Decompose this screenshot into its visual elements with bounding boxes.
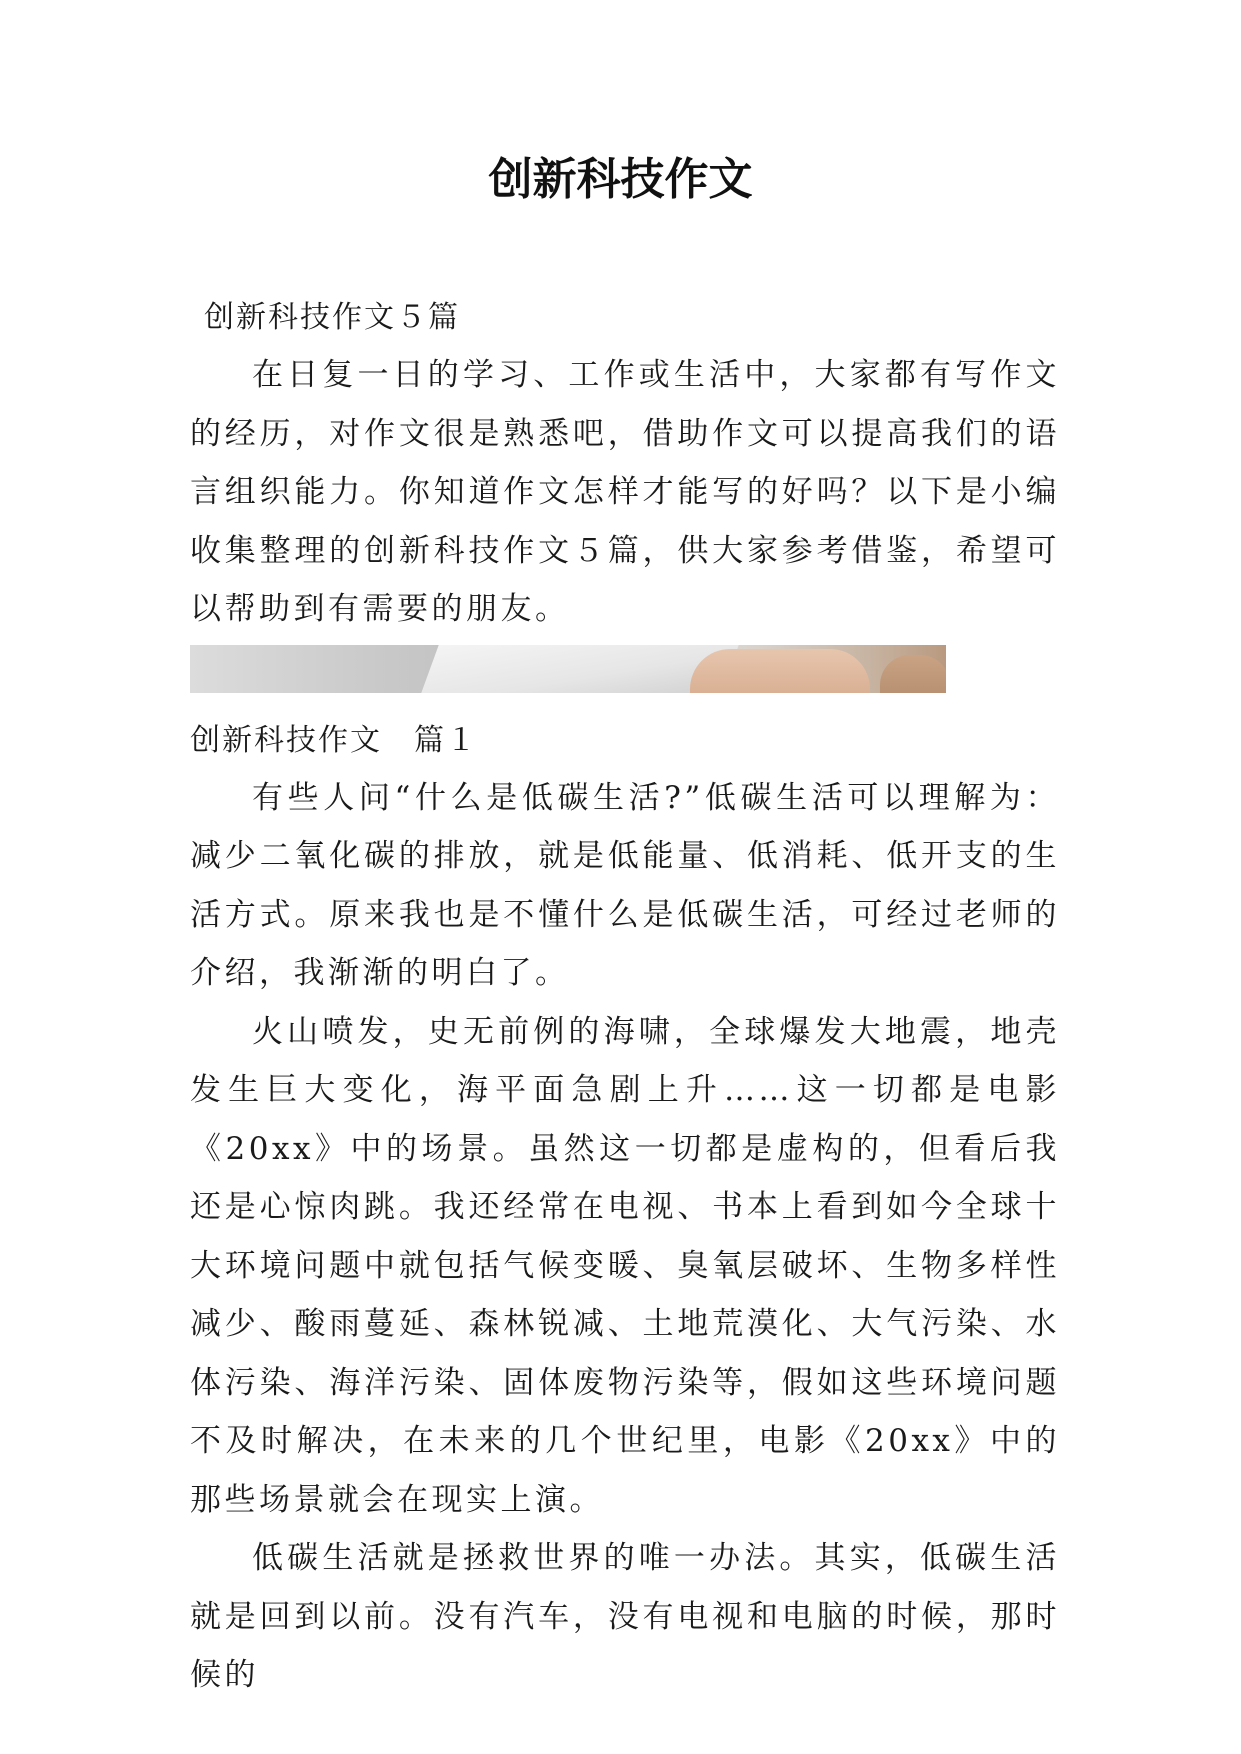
banner-hand-shape-secondary: [880, 655, 946, 693]
document-subtitle: 创新科技作文５篇: [204, 300, 460, 335]
body-paragraph-1: 有些人问“什么是低碳生活?”低碳生活可以理解为：减少二氧化碳的排放，就是低能量、低消耗、低开支的生活方式。原来我也是不懂什么是低碳生活，可经过老师的介绍，我渐渐的明白了。: [190, 779, 1060, 991]
page-title: 创新科技作文: [488, 154, 753, 205]
body-paragraph-3: 低碳生活就是拯救世界的唯一办法。其实，低碳生活就是回到以前。没有汽车，没有电视和电脑的时候，那时候的: [190, 1540, 1060, 1693]
section-heading: 创新科技作文 篇１: [190, 722, 478, 758]
intro-paragraph: 在日复一日的学习、工作或生活中，大家都有写作文的经历，对作文很是熟悉吧，借助作文可以提高我们的语言组织能力。你知道作文怎样才能写的好吗？以下是小编收集整理的创新科技作文５篇，供大家参考借鉴，希望可以帮助到有需要的朋友。: [190, 357, 1060, 627]
banner-hand-shape: [690, 649, 870, 693]
document-body: [190, 290, 1060, 1705]
banner-image: [190, 645, 946, 693]
body-paragraph-2: 火山喷发，史无前例的海啸，全球爆发大地震，地壳发生巨大变化，海平面急剧上升……这一切都是电影《20xx》中的场景。虽然这一切都是虚构的，但看后我还是心惊肉跳。我还经常在电视、书本上看到如今全球十大环境问题中就包括气候变暖、臭氧层破坏、生物多样性减少、酸雨蔓延、森林锐减、土地荒漠化、大气污染、水体污染、海洋污染、固体废物污染等，假如这些环境问题不及时解决，在未来的几个世纪里，电影《20xx》中的那些场景就会在现实上演。: [190, 1013, 1060, 1518]
